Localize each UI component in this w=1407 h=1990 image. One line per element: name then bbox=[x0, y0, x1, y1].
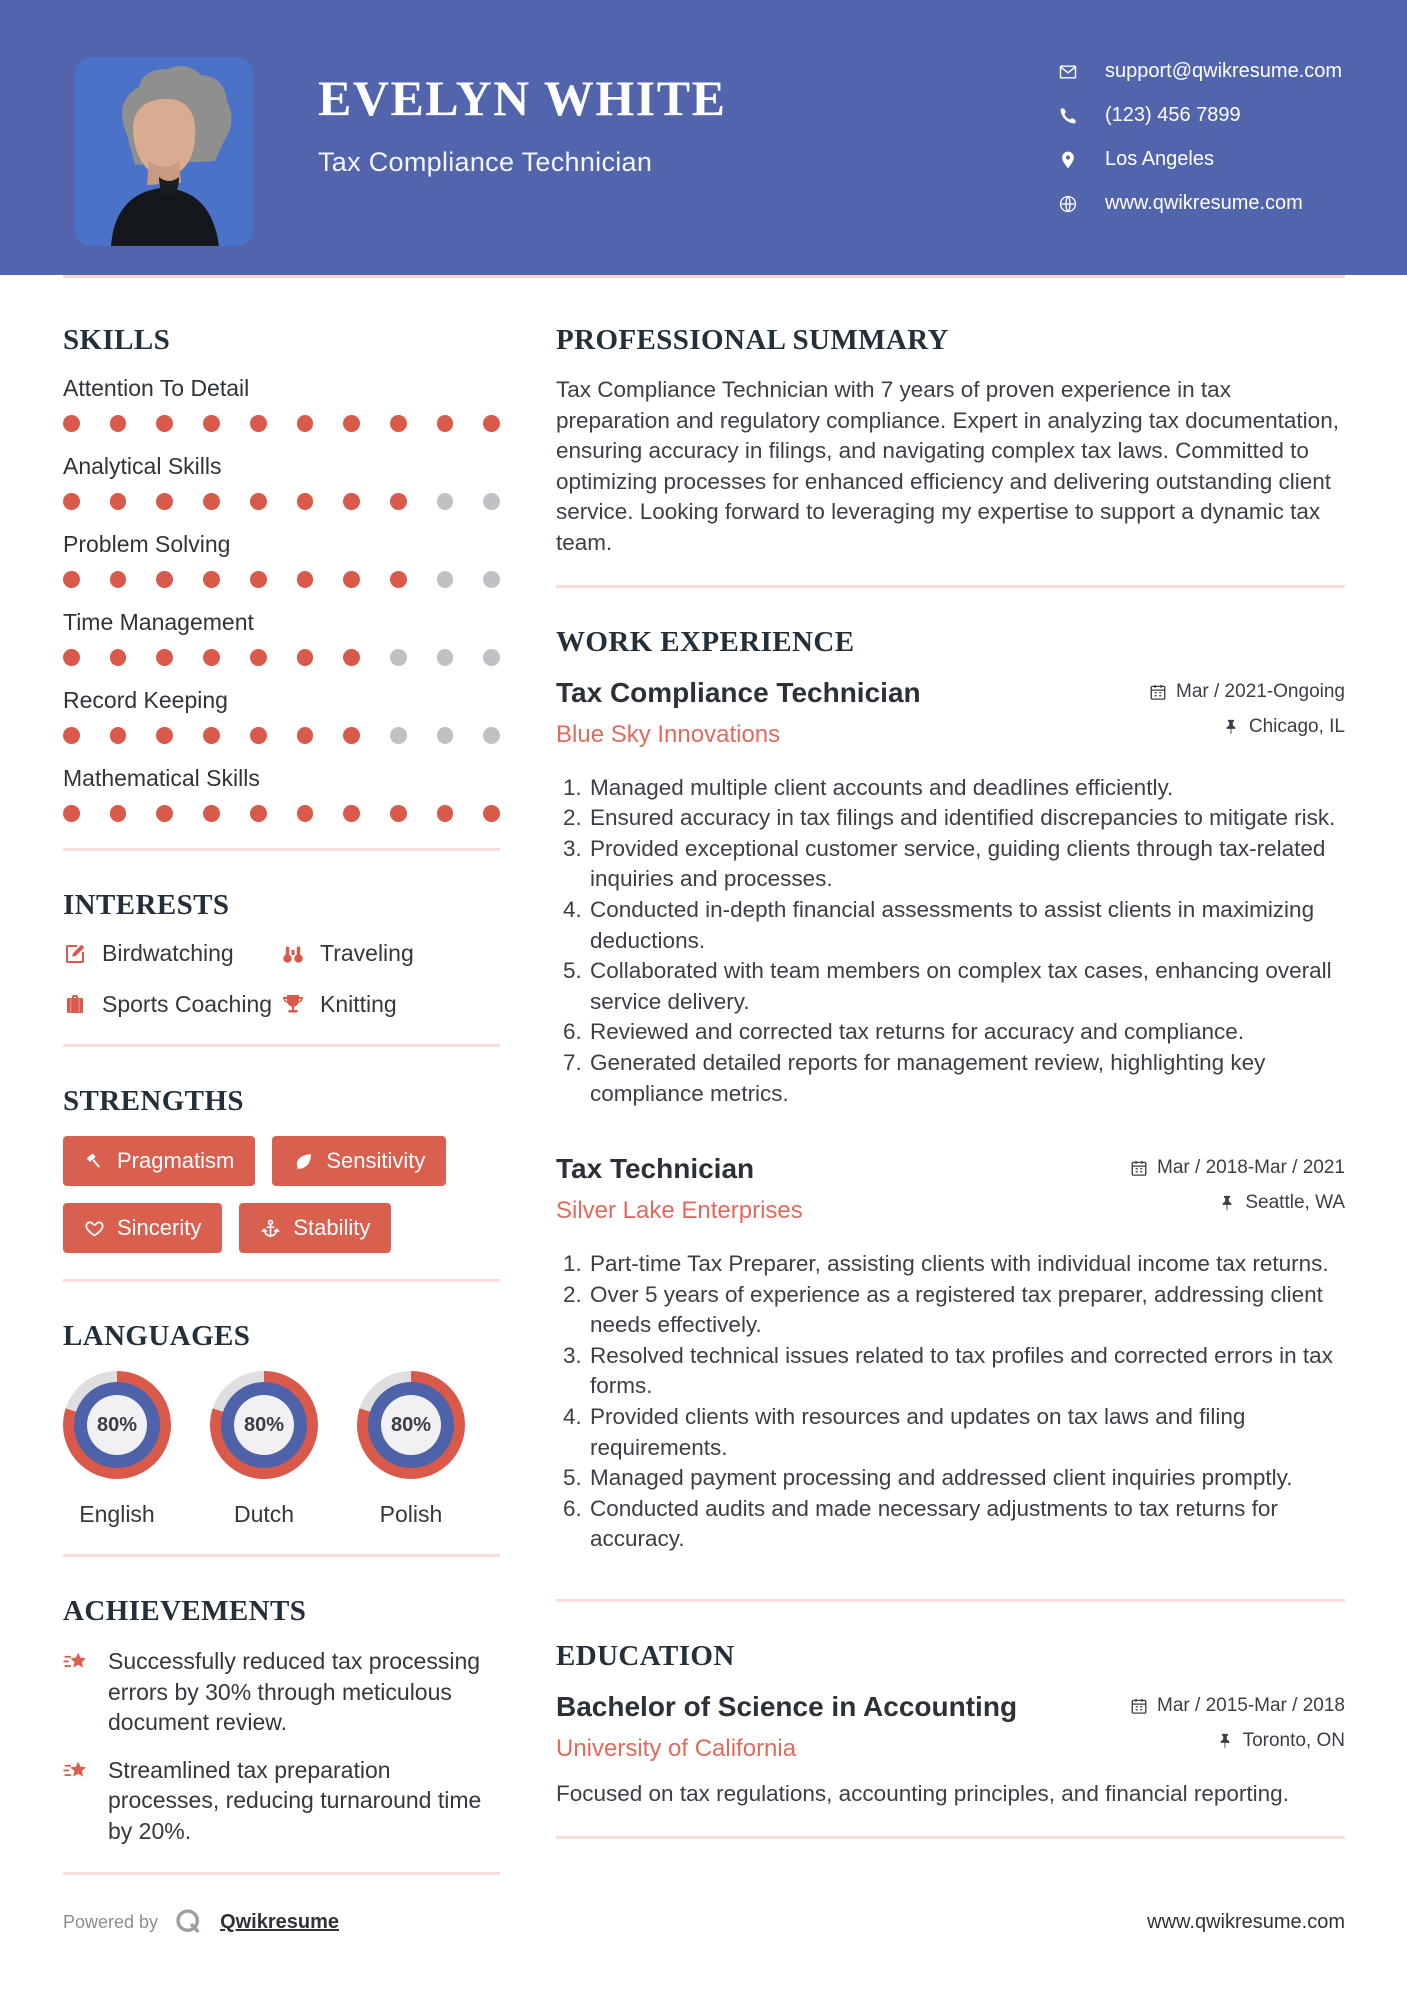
skill-dot bbox=[297, 649, 314, 666]
skill-dot bbox=[390, 805, 407, 822]
summary-text: Tax Compliance Technician with 7 years of proven experience in tax preparation and regulatory compliance. Expert in analyzing tax documentation, ensuring accuracy in filings, and navigating complex tax laws. Committed to optimizing processes for enhanced efficiency and delivering outstanding client service. Looking forward to leveraging my expertise to support a dynamic tax team. bbox=[556, 377, 1339, 555]
pencil-square-icon bbox=[63, 942, 87, 966]
interest-item bbox=[63, 991, 281, 1018]
skill-dot bbox=[63, 571, 80, 588]
envelope-icon bbox=[1058, 62, 1078, 82]
skill-dot bbox=[437, 805, 454, 822]
interest-label: Sports Coaching bbox=[102, 991, 273, 1017]
achievement-text: Streamlined tax preparation processes, reducing turnaround time by 20%. bbox=[108, 1756, 482, 1844]
education-description: Focused on tax regulations, accounting principles, and financial reporting. bbox=[556, 1781, 1289, 1807]
skill-dot bbox=[437, 649, 454, 666]
strength-label: Sincerity bbox=[117, 1215, 202, 1240]
interests-heading: INTERESTS bbox=[63, 889, 230, 921]
education-location-text: Toronto, ON bbox=[1242, 1730, 1345, 1752]
skill-dots bbox=[63, 649, 500, 666]
skill-dot bbox=[343, 415, 360, 432]
shooting-star-icon bbox=[63, 1757, 91, 1785]
job-meta bbox=[1130, 1157, 1345, 1214]
education-entry bbox=[556, 1691, 1345, 1763]
skill-dot bbox=[437, 493, 454, 510]
company-name: Silver Lake Enterprises bbox=[556, 1197, 803, 1225]
contact-item-text: (123) 456 7899 bbox=[1105, 104, 1241, 126]
skills-list bbox=[63, 375, 500, 822]
contact-item-text: Los Angeles bbox=[1105, 148, 1214, 170]
company-name: Blue Sky Innovations bbox=[556, 720, 781, 748]
skill-dot bbox=[250, 727, 267, 744]
binoculars-icon bbox=[281, 942, 305, 966]
divider bbox=[556, 1599, 1345, 1602]
skill-dot bbox=[250, 649, 267, 666]
skill-dot bbox=[203, 493, 220, 510]
footer-website: www.qwikresume.com bbox=[1147, 1910, 1345, 1933]
job-location bbox=[1222, 716, 1345, 738]
language-percent: 80% bbox=[234, 1395, 294, 1455]
job-bullet: 2. Over 5 years of experience as a registered tax preparer, addressing client needs effectively. bbox=[588, 1280, 1345, 1341]
calendar-icon bbox=[1149, 683, 1167, 701]
strengths-list bbox=[63, 1136, 500, 1253]
interest-label: Traveling bbox=[320, 940, 414, 966]
skill-dot bbox=[483, 727, 500, 744]
identity-block bbox=[318, 72, 726, 178]
job-title: Tax Compliance Technician bbox=[556, 676, 921, 708]
skill-label: Problem Solving bbox=[63, 531, 231, 557]
skill-dot bbox=[63, 805, 80, 822]
divider bbox=[63, 1044, 500, 1047]
skill-dot bbox=[297, 805, 314, 822]
skill-dot bbox=[250, 571, 267, 588]
skill-dot bbox=[437, 727, 454, 744]
skill-dot bbox=[250, 805, 267, 822]
person-title: Tax Compliance Technician bbox=[318, 146, 653, 177]
header-band bbox=[0, 0, 1407, 275]
globe-icon bbox=[1058, 194, 1078, 214]
job-bullet: 3. Provided exceptional customer service, guiding clients through tax-related inquiries and processes. bbox=[588, 834, 1345, 895]
job-location-text: Chicago, IL bbox=[1248, 715, 1345, 737]
interest-item bbox=[281, 991, 500, 1018]
skill-label: Time Management bbox=[63, 609, 254, 635]
interest-label: Knitting bbox=[320, 991, 397, 1017]
skill-dot bbox=[110, 493, 127, 510]
interests-list bbox=[63, 940, 500, 1018]
education-date-text: Mar / 2015-Mar / 2018 bbox=[1157, 1695, 1345, 1717]
skill-item bbox=[63, 765, 500, 822]
skill-dot bbox=[297, 571, 314, 588]
skill-dot bbox=[156, 727, 173, 744]
language-item bbox=[210, 1371, 318, 1528]
achievements-heading: ACHIEVEMENTS bbox=[63, 1595, 307, 1627]
job-main bbox=[556, 677, 921, 749]
job-bullet: 2. Ensured accuracy in tax filings and identified discrepancies to mitigate risk. bbox=[588, 803, 1345, 834]
calendar-icon bbox=[1130, 1697, 1148, 1715]
strengths-section bbox=[63, 1085, 500, 1253]
language-donut-ring bbox=[221, 1382, 307, 1468]
contact-list bbox=[1058, 60, 1342, 215]
language-donut-ring bbox=[368, 1382, 454, 1468]
skill-dot bbox=[110, 415, 127, 432]
skill-dot bbox=[483, 415, 500, 432]
job-entry bbox=[556, 1153, 1345, 1555]
language-label: English bbox=[79, 1501, 155, 1527]
skill-dot bbox=[250, 493, 267, 510]
briefcase-icon bbox=[63, 993, 87, 1017]
skill-dot bbox=[110, 727, 127, 744]
interest-item bbox=[63, 940, 281, 967]
skill-dot bbox=[156, 805, 173, 822]
strength-badge bbox=[272, 1136, 446, 1186]
skill-dot bbox=[110, 805, 127, 822]
powered-by-label: Powered by bbox=[63, 1911, 159, 1932]
education-meta bbox=[1130, 1695, 1345, 1752]
jobs-list bbox=[556, 677, 1345, 1555]
skill-dot bbox=[390, 649, 407, 666]
job-bullet: 3. Resolved technical issues related to tax profiles and corrected errors in tax forms. bbox=[588, 1341, 1345, 1402]
profile-photo bbox=[75, 57, 253, 246]
skill-dot bbox=[390, 415, 407, 432]
education-section bbox=[556, 1640, 1345, 1810]
job-date-text: Mar / 2021-Ongoing bbox=[1176, 680, 1345, 702]
skill-dots bbox=[63, 727, 500, 744]
job-bullet: 1. Managed multiple client accounts and deadlines efficiently. bbox=[588, 773, 1345, 804]
job-location bbox=[1218, 1192, 1345, 1214]
footer bbox=[63, 1906, 1345, 1938]
skill-dot bbox=[483, 805, 500, 822]
job-bullet: 5. Collaborated with team members on complex tax cases, enhancing overall service delivery. bbox=[588, 956, 1345, 1017]
skill-dot bbox=[343, 493, 360, 510]
divider bbox=[63, 1554, 500, 1557]
job-date-text: Mar / 2018-Mar / 2021 bbox=[1157, 1157, 1345, 1179]
achievement-item bbox=[63, 1755, 483, 1847]
skill-dots bbox=[63, 571, 500, 588]
skill-dot bbox=[203, 571, 220, 588]
skill-label: Mathematical Skills bbox=[63, 765, 260, 791]
contact-item[interactable] bbox=[1058, 192, 1342, 215]
trophy-icon bbox=[281, 993, 305, 1017]
job-bullet: 6. Conducted audits and made necessary adjustments to tax returns for accuracy. bbox=[588, 1494, 1345, 1555]
language-item bbox=[357, 1371, 465, 1528]
language-label: Polish bbox=[379, 1501, 443, 1527]
pushpin-icon bbox=[1218, 1194, 1236, 1212]
language-donut bbox=[210, 1371, 318, 1479]
job-date bbox=[1130, 1157, 1345, 1179]
skill-label: Analytical Skills bbox=[63, 453, 222, 479]
job-location-text: Seattle, WA bbox=[1245, 1192, 1345, 1214]
job-header bbox=[556, 1153, 1345, 1225]
powered-by bbox=[63, 1906, 339, 1938]
skill-dot bbox=[390, 571, 407, 588]
experience-section bbox=[556, 626, 1345, 1555]
skill-label: Record Keeping bbox=[63, 687, 228, 713]
interest-item bbox=[281, 940, 500, 967]
skill-dot bbox=[343, 727, 360, 744]
skill-dot bbox=[390, 727, 407, 744]
contact-item-text: support@qwikresume.com bbox=[1105, 60, 1343, 82]
job-bullet: 4. Conducted in-depth financial assessments to assist clients in maximizing deductions. bbox=[588, 895, 1345, 956]
strength-badge bbox=[63, 1203, 222, 1253]
language-donut bbox=[357, 1371, 465, 1479]
skill-dot bbox=[156, 571, 173, 588]
achievements-list bbox=[63, 1646, 500, 1846]
skill-dot bbox=[156, 493, 173, 510]
qwikresume-link[interactable]: Qwikresume bbox=[220, 1910, 340, 1933]
divider bbox=[556, 1836, 1345, 1839]
language-percent: 80% bbox=[87, 1395, 147, 1455]
skill-dots bbox=[63, 493, 500, 510]
skill-dot bbox=[156, 415, 173, 432]
skill-dot bbox=[203, 727, 220, 744]
skills-heading: SKILLS bbox=[63, 324, 171, 356]
education-location bbox=[1216, 1730, 1345, 1752]
skill-dot bbox=[483, 649, 500, 666]
skill-dot bbox=[390, 493, 407, 510]
skill-dot bbox=[156, 649, 173, 666]
skill-dot bbox=[63, 649, 80, 666]
map-pin-icon bbox=[1058, 150, 1078, 170]
skill-item bbox=[63, 687, 500, 744]
skill-dot bbox=[343, 649, 360, 666]
contact-item[interactable] bbox=[1058, 104, 1342, 127]
person-name: EVELYN WHITE bbox=[318, 70, 727, 126]
skill-dot bbox=[343, 571, 360, 588]
language-item bbox=[63, 1371, 171, 1528]
job-bullets bbox=[556, 773, 1345, 1110]
strength-badge bbox=[63, 1136, 255, 1186]
skill-dots bbox=[63, 415, 500, 432]
skill-item bbox=[63, 609, 500, 666]
skill-dot bbox=[483, 493, 500, 510]
strength-label: Pragmatism bbox=[117, 1148, 235, 1173]
language-donut bbox=[63, 1371, 171, 1479]
leaf-icon bbox=[293, 1151, 314, 1172]
skill-dot bbox=[63, 493, 80, 510]
interest-label: Birdwatching bbox=[102, 940, 234, 966]
job-main bbox=[556, 1153, 803, 1225]
phone-icon bbox=[1058, 106, 1078, 126]
interests-section bbox=[63, 889, 500, 1018]
experience-heading: WORK EXPERIENCE bbox=[556, 625, 855, 658]
achievements-section bbox=[63, 1595, 500, 1846]
divider bbox=[63, 1872, 500, 1875]
skill-dot bbox=[483, 571, 500, 588]
skill-dot bbox=[110, 649, 127, 666]
skill-dot bbox=[110, 571, 127, 588]
left-column bbox=[63, 324, 500, 1913]
avatar bbox=[75, 57, 253, 246]
summary-heading: PROFESSIONAL SUMMARY bbox=[556, 324, 949, 356]
skill-dot bbox=[63, 727, 80, 744]
skill-dot bbox=[297, 727, 314, 744]
education-main bbox=[556, 1691, 1017, 1763]
job-bullet: 6. Reviewed and corrected tax returns for accuracy and compliance. bbox=[588, 1017, 1345, 1048]
skill-dots bbox=[63, 805, 500, 822]
summary-section bbox=[556, 324, 1345, 559]
skill-dot bbox=[297, 493, 314, 510]
right-column bbox=[556, 324, 1345, 1913]
contact-item[interactable] bbox=[1058, 148, 1342, 171]
job-bullet: 7. Generated detailed reports for management review, highlighting key compliance metrics. bbox=[588, 1048, 1345, 1109]
skill-item bbox=[63, 531, 500, 588]
calendar-icon bbox=[1130, 1159, 1148, 1177]
job-bullet: 1. Part-time Tax Preparer, assisting clients with individual income tax returns. bbox=[588, 1249, 1345, 1280]
job-bullet: 4. Provided clients with resources and updates on tax laws and filing requirements. bbox=[588, 1402, 1345, 1463]
qwikresume-logo-icon bbox=[173, 1906, 205, 1938]
language-label: Dutch bbox=[233, 1501, 295, 1527]
achievement-item bbox=[63, 1646, 483, 1738]
shooting-star-icon bbox=[63, 1648, 91, 1676]
contact-item-text: www.qwikresume.com bbox=[1105, 192, 1303, 214]
divider bbox=[63, 848, 500, 851]
skills-section bbox=[63, 324, 500, 822]
heart-icon bbox=[84, 1218, 105, 1239]
school-name: University of California bbox=[556, 1735, 797, 1763]
skill-dot bbox=[250, 415, 267, 432]
job-meta bbox=[1149, 681, 1345, 738]
achievement-text: Successfully reduced tax processing errors by 30% through meticulous document review. bbox=[108, 1648, 481, 1736]
job-bullets bbox=[556, 1249, 1345, 1555]
skill-dot bbox=[203, 649, 220, 666]
degree-title: Bachelor of Science in Accounting bbox=[556, 1691, 1018, 1723]
gavel-icon bbox=[84, 1151, 105, 1172]
job-bullet: 5. Managed payment processing and addressed client inquiries promptly. bbox=[588, 1463, 1345, 1494]
contact-item[interactable] bbox=[1058, 60, 1342, 83]
languages-heading: LANGUAGES bbox=[63, 1320, 251, 1352]
job-header bbox=[556, 677, 1345, 749]
strength-badge bbox=[239, 1203, 391, 1253]
language-donut-ring bbox=[74, 1382, 160, 1468]
skill-dot bbox=[437, 415, 454, 432]
skill-label: Attention To Detail bbox=[63, 375, 250, 401]
skill-dot bbox=[343, 805, 360, 822]
strength-label: Sensitivity bbox=[326, 1148, 426, 1173]
languages-section bbox=[63, 1320, 500, 1528]
skill-item bbox=[63, 453, 500, 510]
skill-dot bbox=[437, 571, 454, 588]
pushpin-icon bbox=[1222, 718, 1240, 736]
skill-dot bbox=[203, 805, 220, 822]
divider bbox=[63, 1279, 500, 1282]
job-date bbox=[1149, 681, 1345, 703]
anchor-icon bbox=[260, 1218, 281, 1239]
divider bbox=[556, 585, 1345, 588]
language-percent: 80% bbox=[381, 1395, 441, 1455]
skill-dot bbox=[297, 415, 314, 432]
skill-item bbox=[63, 375, 500, 432]
education-date bbox=[1130, 1695, 1345, 1717]
skill-dot bbox=[63, 415, 80, 432]
job-title: Tax Technician bbox=[556, 1153, 755, 1185]
pushpin-icon bbox=[1216, 1732, 1234, 1750]
job-entry bbox=[556, 677, 1345, 1110]
strengths-heading: STRENGTHS bbox=[63, 1085, 244, 1117]
content-columns bbox=[0, 278, 1407, 1913]
strength-label: Stability bbox=[293, 1215, 371, 1240]
skill-dot bbox=[203, 415, 220, 432]
languages-list bbox=[63, 1371, 500, 1528]
education-heading: EDUCATION bbox=[556, 1640, 735, 1673]
